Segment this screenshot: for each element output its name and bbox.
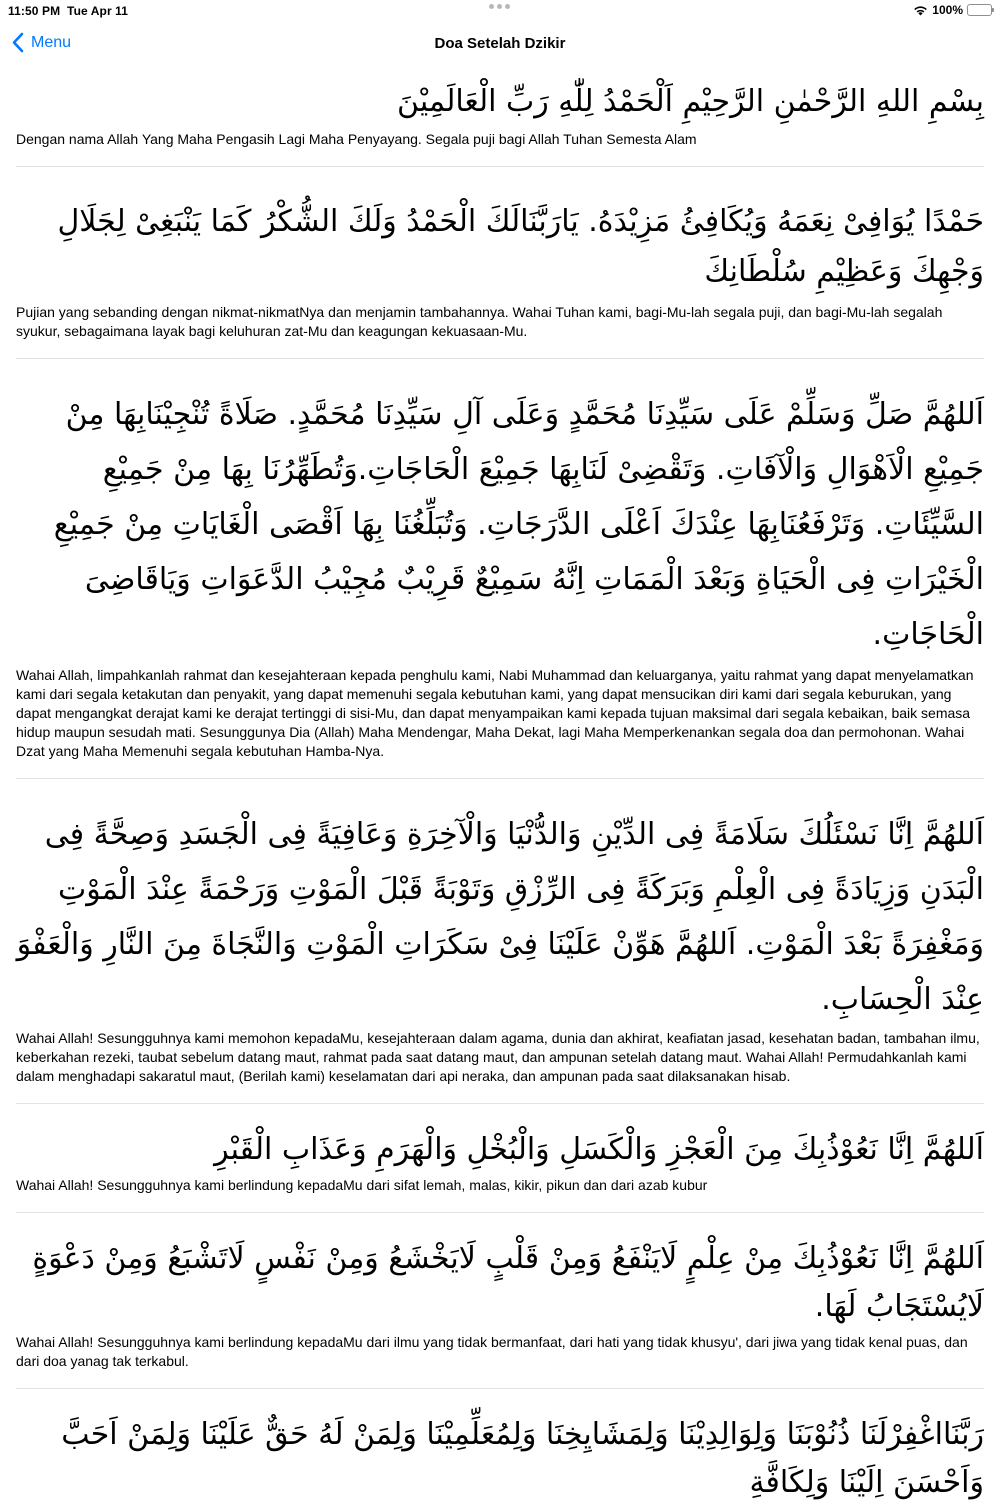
doa-translation: Wahai Allah, limpahkanlah rahmat dan kesejahteraan kepada penghulu kami, Nabi Muhammad dan keluarganya, yaitu rahmat yang dapat menyelamatkan kami dari segala ketakutan dan penyakit, yang dapat memenuhi segala kebutuhan kami, yang dapat mensucikan diri kami dari segala keburukan, yang dapat mengangkat derajat kami ke derajat tertinggi di sisi-Mu, dan dapat menyampaikan kami kepada tujuan maksimal dari segala kebaikan, baik semasa hidup maupun sesudah mati. Sesunggunya Dia (Allah) Maha Mendengar, Maha Dekat, lagi Maha Memperkenankan segala doa dan permohonan. Wahai Dzat yang Maha Memenuhi segala kebutuhan Hamba-Nya.	[16, 667, 974, 759]
multitasking-dots-icon[interactable]	[489, 4, 510, 9]
navigation-bar	[0, 22, 1000, 66]
doa-item	[0, 1213, 1000, 1388]
doa-item	[0, 66, 1000, 166]
doa-item	[0, 1389, 1000, 1507]
doa-item	[0, 1104, 1000, 1212]
status-time	[8, 4, 128, 18]
doa-item	[0, 167, 1000, 358]
wifi-icon	[913, 5, 928, 16]
doa-translation: Wahai Allah! Sesungguhnya kami memohon kepadaMu, kesejahteraan dalam agama, dunia dan akhirat, keafiatan jasad, kesehatan badan, tambahan ilmu, keberkahan rezeki, taubat sebelum datang maut, rahmat pada saat datang maut, dan ampunan setelah datang maut. Wahai Allah! Permudahkanlah kami dalam menghadapi sakaratul maut, (Berilah kami) keselamatan dari api neraka, dan ampunan pada saat dilaksanakan hisab.	[16, 1030, 980, 1084]
battery-icon	[967, 4, 992, 16]
doa-translation: Wahai Allah! Sesungguhnya kami berlindung kepadaMu dari ilmu yang tidak bermanfaat, dari hati yang tidak khusyu', dari jiwa yang tidak kenal puas, dan dari doa yanag tak terkabul.	[16, 1334, 968, 1369]
status-clock: 11:50 PM	[8, 4, 61, 18]
doa-arabic-text: اَللهُمَّ صَلِّ وَسَلِّمْ عَلَى سَيِّدِنَا مُحَمَّدٍ وَعَلَى آلِ سَيِّدِنَا مُحَمَّدٍ. صَلَاةً تُنْجِيْنَابِهَا مِنْ جَمِيْعِ الْاَهْوَالِ وَالْآفَاتِ. وَتَقْضِىْ لَنَابِهَا جَمِيْعَ الْحَاجَاتِ.وَتُطَهِّرُنَا بِهَا مِنْ جَمِيْعِ السَّيِّئَاتِ. وَتَرْفَعُنَابِهَا عِنْدَكَ اَعْلَى الدَّرَجَاتِ. وَتُبَلِّغُنَا بِهَا اَقْصَى الْغَايَاتِ مِنْ جَمِيْعِ الْخَيْرَاتِ فِى الْحَيَاةِ وَبَعْدَ الْمَمَاتِ اِنَّهُ سَمِيْعٌ قَرِيْبٌ مُجِيْبُ الدَّعَوَاتِ وَيَاقَاضِىَ الْحَاجَاتِ.	[53, 397, 984, 652]
doa-translation: Pujian yang sebanding dengan nikmat-nikmatNya dan menjamin tambahannya. Wahai Tuhan kami, bagi-Mu-lah segala puji, dan bagi-Mu-lah segalah syukur, sebagaimana layak bagi keluhuran zat-Mu dan keagungan kekuasaan-Mu.	[16, 304, 943, 339]
page-title: Doa Setelah Dzikir	[434, 35, 566, 52]
status-bar	[0, 0, 1000, 22]
doa-item	[0, 779, 1000, 1103]
doa-arabic-text: اَللهُمَّ اِنَّا نَعُوْذُبِكَ مِنَ الْعَجْزِ وَالْكَسَلِ وَالْبُخْلِ وَالْهَرَمِ وَعَذَابِ الْقَبْرِ	[214, 1132, 984, 1167]
doa-arabic-text: بِسْمِ اللهِ الرَّحْمٰنِ الرَّحِيْمِ اَلْحَمْدُ لِلّٰهِ رَبِّ الْعَالَمِيْنَ	[397, 84, 984, 119]
battery-percent: 100%	[932, 3, 963, 17]
doa-translation: Wahai Allah! Sesungguhnya kami berlindung kepadaMu dari sifat lemah, malas, kikir, pikun dan dari azab kubur	[16, 1177, 708, 1193]
doa-translation: Dengan nama Allah Yang Maha Pengasih Lagi Maha Penyayang. Segala puji bagi Allah Tuhan Semesta Alam	[16, 131, 697, 147]
status-date: Tue Apr 11	[67, 4, 129, 18]
doa-arabic-text: اَللهُمَّ اِنَّا نَعُوْذُبِكَ مِنْ عِلْمٍ لَايَنْفَعُ وَمِنْ قَلْبٍ لَايَخْشَعُ وَمِنْ نَفْسٍ لَاتَشْبَعُ وَمِنْ دَعْوَةٍ لَايُسْتَجَابُ لَهَا.	[32, 1241, 984, 1324]
doa-item	[0, 359, 1000, 778]
back-button-label: Menu	[31, 33, 72, 51]
doa-arabic-text: رَبَّنَااغْفِرْلَنَا ذُنُوْبَنَا وَلِوَالِدِيْنَا وَلِمَشَايِخِنَا وَلِمُعَلِّمِيْنَا وَلِمَنْ لَهُ حَقٌّ عَلَيْنَا وَلِمَنْ اَحَبَّ وَاَحْسَنَ اِلَيْنَا وَلِكَافَّةِ	[61, 1417, 984, 1500]
status-indicators	[913, 3, 992, 17]
doa-arabic-text: اَللهُمَّ اِنَّا نَسْئَلُكَ سَلَامَةً فِى الدِّيْنِ وَالدُّنْيَا وَالْآخِرَةِ وَعَافِيَةً فِى الْجَسَدِ وَصِحَّةً فِى الْبَدَنِ وَزِيَادَةً فِى الْعِلْمِ وَبَرَكَةً فِى الرِّزْقِ وَتَوْبَةً قَبْلَ الْمَوْتِ وَرَحْمَةً عِنْدَ الْمَوْتِ وَمَغْفِرَةً بَعْدَ الْمَوْتِ. اَللهُمَّ هَوِّنْ عَلَيْنَا فِىْ سَكَرَاتِ الْمَوْتِ وَالنَّجَاةَ مِنَ النَّارِ وَالْعَفْوَ عِنْدَ الْحِسَابِ.	[16, 817, 984, 1017]
doa-list[interactable]	[0, 66, 1000, 1507]
doa-arabic-text: حَمْدًا يُوَافِىْ نِعَمَهُ وَيُكَافِئُ مَزِيْدَهُ. يَارَبَّنَالَكَ الْحَمْدُ وَلَكَ الشُّكْرُ كَمَا يَنْبَغِىْ لِجَلَالِ وَجْهِكَ وَعَظِيْمِ سُلْطَانِكَ	[57, 204, 984, 289]
